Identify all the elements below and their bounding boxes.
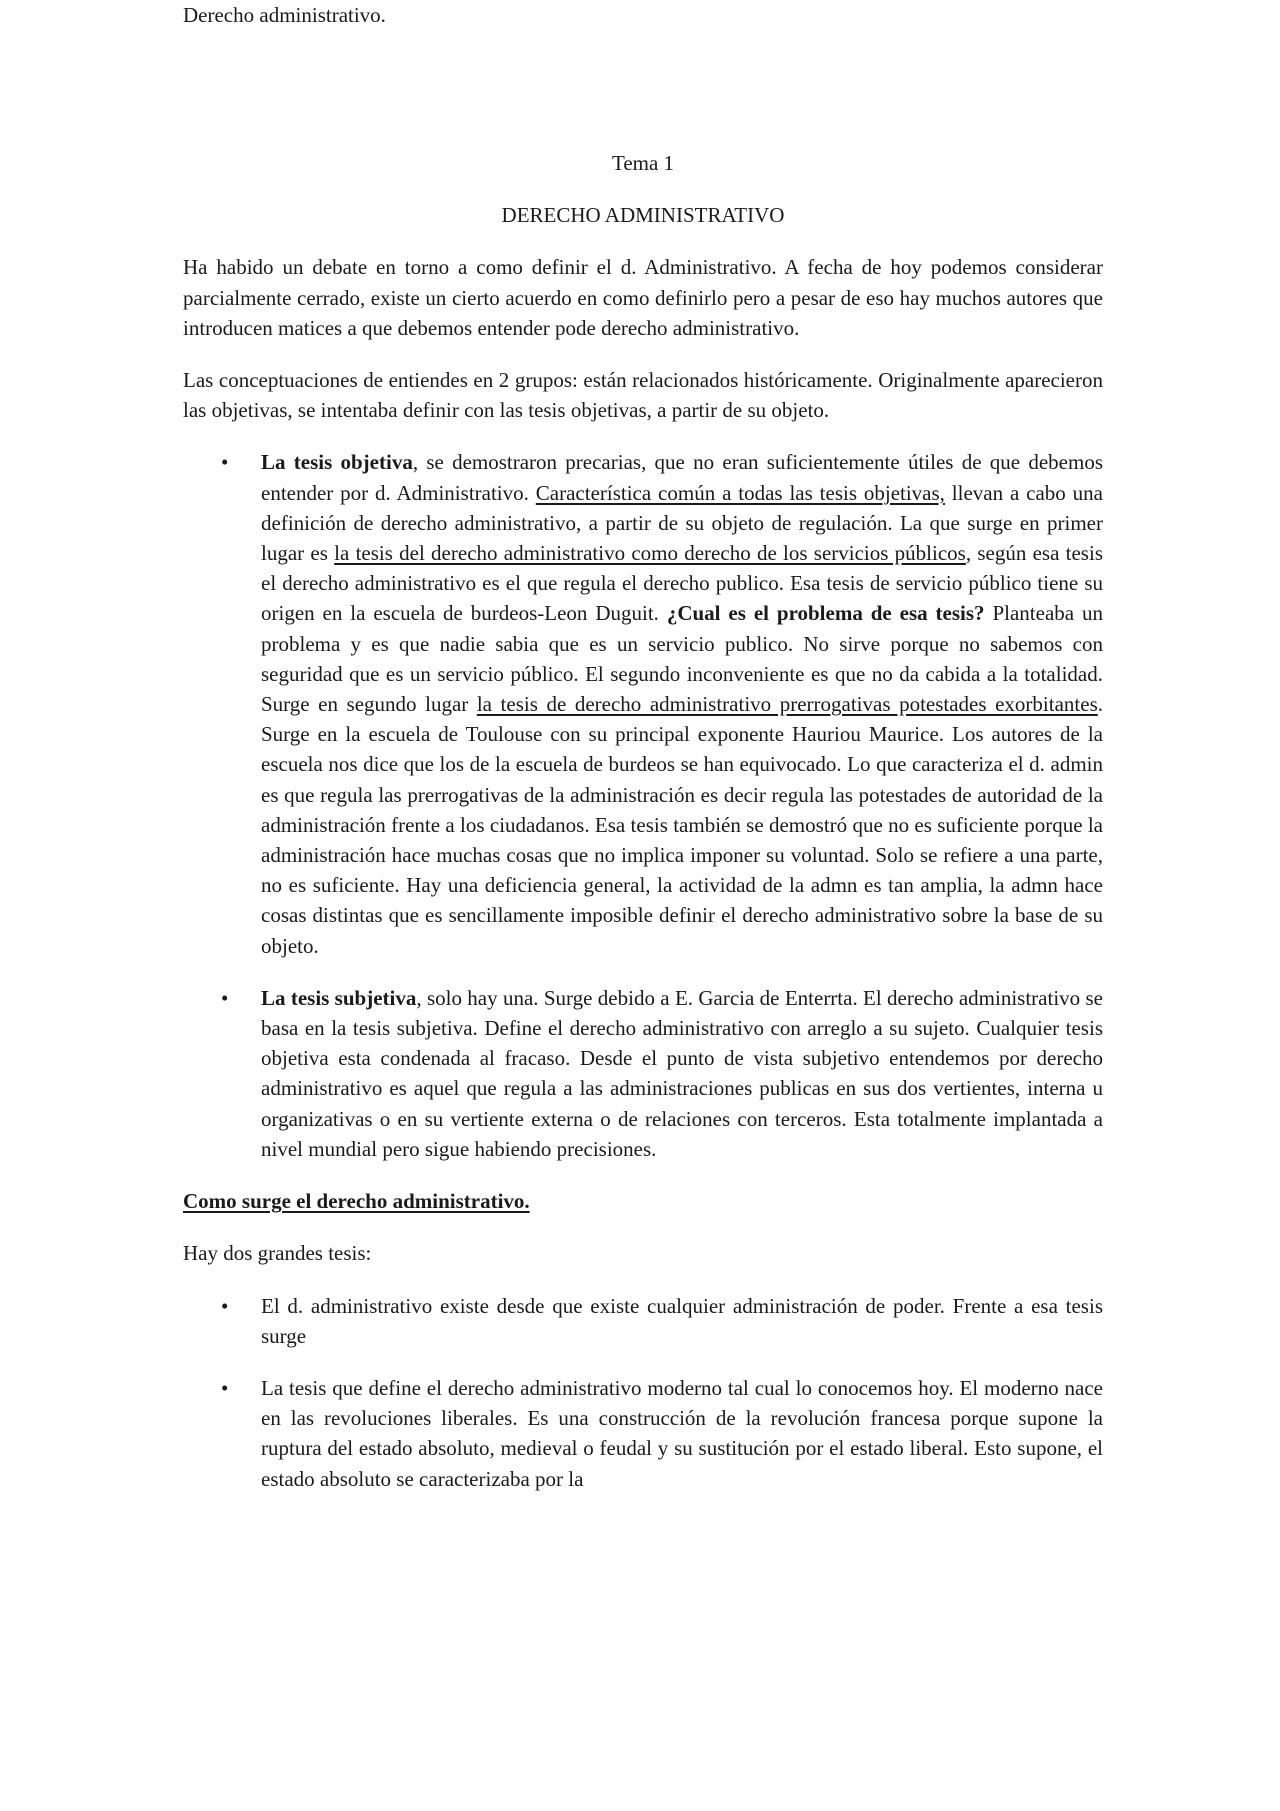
list-item-tesis-subjetiva <box>183 983 1103 1164</box>
paragraph-intro: Ha habido un debate en torno a como definir el d. Administrativo. A fecha de hoy podemos considerar parcialmente cerrado, existe un cierto acuerdo en como definirlo pero a pesar de eso hay muchos autores que introducen matices a que debemos entender pode derecho administrativo. <box>183 255 1103 340</box>
text-run: . Surge en la escuela de Toulouse con su principal exponente Hauriou Maurice. Los autores de la escuela nos dice que los de la escuela de burdeos se han equivocado. Lo que caracteriza el d. admin es que regula las prerrogativas de la administración es decir regula las potestades de autoridad de la administración frente a los ciudadanos. Esa tesis también se demostró que no es suficiente porque la administración hace muchas cosas que no implica imponer su voluntad. Solo se refiere a una parte, no es suficiente. Hay una deficiencia general, la actividad de la admn es tan amplia, la admn hace cosas distintas que es sencillamente imposible definir el derecho administrativo sobre la base de su objeto. <box>261 692 1103 958</box>
section-heading <box>183 1186 1103 1216</box>
section-heading-text: Como surge el derecho administrativo. <box>183 1189 530 1214</box>
text-run: llevan a cabo una definición de derecho administrativo, a partir de su objeto de regulación. La que surge en primer lugar es <box>261 480 1103 566</box>
chapter-label: Tema 1 <box>611 151 675 175</box>
bullet-marker: • <box>221 985 229 1010</box>
underlined-phrase: la tesis del derecho administrativo como derecho de los servicios públicos <box>334 541 966 566</box>
underlined-phrase: la tesis de derecho administrativo prerrogativas potestades exorbitantes <box>476 692 1098 717</box>
origen-list <box>183 1291 1103 1494</box>
bold-question: ¿Cual es el problema de esa tesis? <box>666 601 985 626</box>
underlined-phrase: Característica común a todas las tesis objetivas, <box>535 480 945 505</box>
paragraph-dos-tesis: Hay dos grandes tesis: <box>183 1241 372 1266</box>
bullet-marker: • <box>221 450 229 475</box>
list-item-text: La tesis que define el derecho administrativo moderno tal cual lo conocemos hoy. El moderno nace en las revoluciones liberales. Es una construcción de la revolución francesa porque supone la ruptura del estado absoluto, medieval o feudal y su sustitución por el estado liberal. Esto supone, el estado absoluto se caracterizaba por la <box>261 1375 1103 1491</box>
running-header: Derecho administrativo. <box>183 3 386 27</box>
term-tesis-objetiva: La tesis objetiva <box>261 450 413 475</box>
list-item-text: El d. administrativo existe desde que existe cualquier administración de poder. Frente a esa tesis surge <box>261 1293 1103 1348</box>
bullet-marker: • <box>221 1375 229 1400</box>
term-tesis-subjetiva: La tesis subjetiva <box>261 985 417 1010</box>
tesis-list <box>183 447 1103 1164</box>
list-item <box>183 1291 1103 1351</box>
text-run: , solo hay una. Surge debido a E. Garcia de Enterrta. El derecho administrativo se basa en la tesis subjetiva. Define el derecho administrativo con arreglo a su sujeto. Cualquier tesis objetiva esta condenada al fracaso. Desde el punto de vista subjetivo entendemos por derecho administrativo es aquel que regula a las administraciones publicas en sus dos vertientes, interna u organizativas o en su vertiente externa o de relaciones con terceros. Esta totalmente implantada a nivel mundial pero sigue habiendo precisiones. <box>261 985 1103 1161</box>
document-body <box>183 148 1103 1516</box>
text-run: Planteaba un problema y es que nadie sabia que es un servicio publico. No sirve porque no sabemos con seguridad que es un servicio público. El segundo inconveniente es que no da cabida a la totalidad. Surge en segundo lugar <box>261 601 1103 717</box>
text-run: , se demostraron precarias, que no eran suficientemente útiles de que debemos entender por d. Administrativo. <box>261 450 1103 505</box>
chapter-title: DERECHO ADMINISTRATIVO <box>501 203 785 228</box>
list-item-tesis-objetiva <box>183 447 1103 960</box>
bullet-marker: • <box>221 1293 229 1318</box>
text-run: , según esa tesis el derecho administrativo es el que regula el derecho publico. Esa tesis de servicio público tiene su origen en la escuela de burdeos-Leon Duguit. <box>261 541 1103 626</box>
paragraph-conceptuaciones: Las conceptuaciones de entiendes en 2 grupos: están relacionados históricamente. Originalmente aparecieron las objetivas, se intentaba definir con las tesis objetivas, a partir de su objeto. <box>183 368 1103 423</box>
list-item <box>183 1373 1103 1494</box>
